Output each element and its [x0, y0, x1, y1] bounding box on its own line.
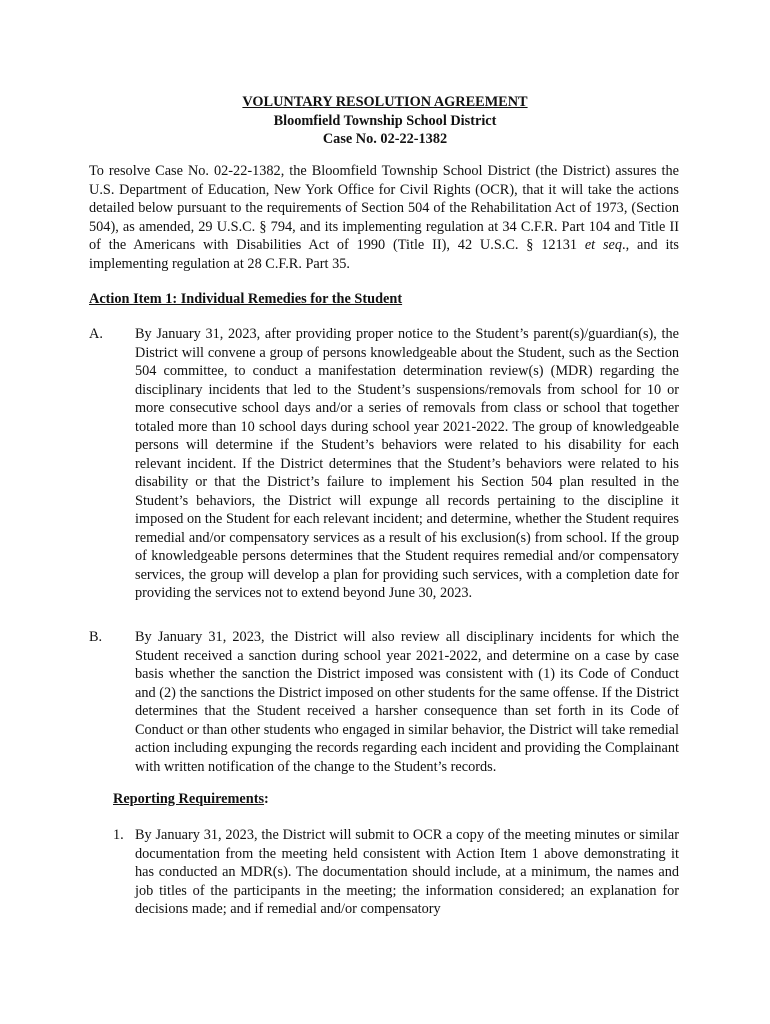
reporting-heading [113, 790, 269, 809]
intro-text: To resolve Case No. 02-22-1382, the Bloomfield Township School District (the District) assures the U.S. Department of Education, New York Office for Civil Rights (OCR), that it will take the actions detailed below pursuant to the requirements of Section 504 of the Rehabilitation Act of 1973, (Section 504), as amended, 29 U.S.C. § 794, and its implementing regulation at 34 C.F.R. Part 104 and Title II of the Americans with Disabilities Act of 1990 (Title II), 42 U.S.C. § 12131 [89, 163, 679, 253]
intro-italic: et seq [584, 237, 623, 253]
case-number: Case No. 02-22-1382 [322, 131, 448, 147]
intro-paragraph [89, 162, 679, 273]
item-marker: 1. [113, 827, 124, 843]
item-marker: B. [89, 629, 103, 645]
document-title: VOLUNTARY RESOLUTION AGREEMENT [242, 94, 528, 110]
action-item-a [89, 325, 679, 603]
district-name: Bloomfield Township School District [273, 112, 497, 129]
item-text: By January 31, 2023, the District will submit to OCR a copy of the meeting minutes or similar documentation from the meeting held consistent with Action Item 1 above demonstrating it has conducted an MDR(s). The documentation should include, at a minimum, the names and job titles of the participants in the meeting; the information considered; an explanation for decisions made; and if remedial and/or compensatory [135, 827, 679, 917]
reporting-heading-text: Reporting Requirements [113, 791, 265, 807]
item-marker: A. [89, 326, 103, 342]
reporting-item-1 [113, 826, 679, 919]
document-header [0, 93, 770, 149]
action-item-b [89, 628, 679, 776]
item-text: By January 31, 2023, the District will also review all disciplinary incidents for which the Student received a sanction during school year 2021-2022, and determine on a case by case basis whether the sanction the District imposed was consistent with (1) its Code of Conduct and (2) the sanctions the District imposed on other students for the same offense. If the District determines that the Student received a harsher consequence than set forth in its Code of Conduct or than other students who engaged in similar behavior, the District will take remedial action including expunging the records regarding each incident and providing the Complainant with written notification of the change to the Student’s records. [135, 629, 679, 775]
action-item-heading: Action Item 1: Individual Remedies for the Student [89, 291, 403, 307]
reporting-heading-colon: : [264, 791, 269, 807]
intro-text-end: ., and its implementing regulation at 28 C.F.R. Part 35. [89, 237, 679, 272]
item-text: By January 31, 2023, after providing proper notice to the Student’s parent(s)/guardian(s), the District will convene a group of persons knowledgeable about the Student, such as the Section 504 committee, to conduct a manifestation determination review(s) (MDR) regarding the disciplinary incidents that led to the Student’s suspensions/removals from school for 10 or more consecutive school days and/or a series of removals from class or school that together totaled more than 10 school days during school year 2021-2022. The group of knowledgeable persons will determine if the Student’s behaviors were related to his disability for each relevant incident. If the District determines that the Student’s behaviors were related to his disability or that the District’s failure to implement his Section 504 plan resulted in the Student’s behaviors, the District will expunge all records pertaining to the discipline it imposed on the Student for each relevant incident; and determine, whether the Student requires remedial and/or compensatory services as a result of his exclusion(s) from school. If the group of knowledgeable persons determines that the Student requires remedial and/or compensatory services, the group will develop a plan for providing such services, with a completion date for providing the services not to extend beyond June 30, 2023. [135, 326, 679, 601]
